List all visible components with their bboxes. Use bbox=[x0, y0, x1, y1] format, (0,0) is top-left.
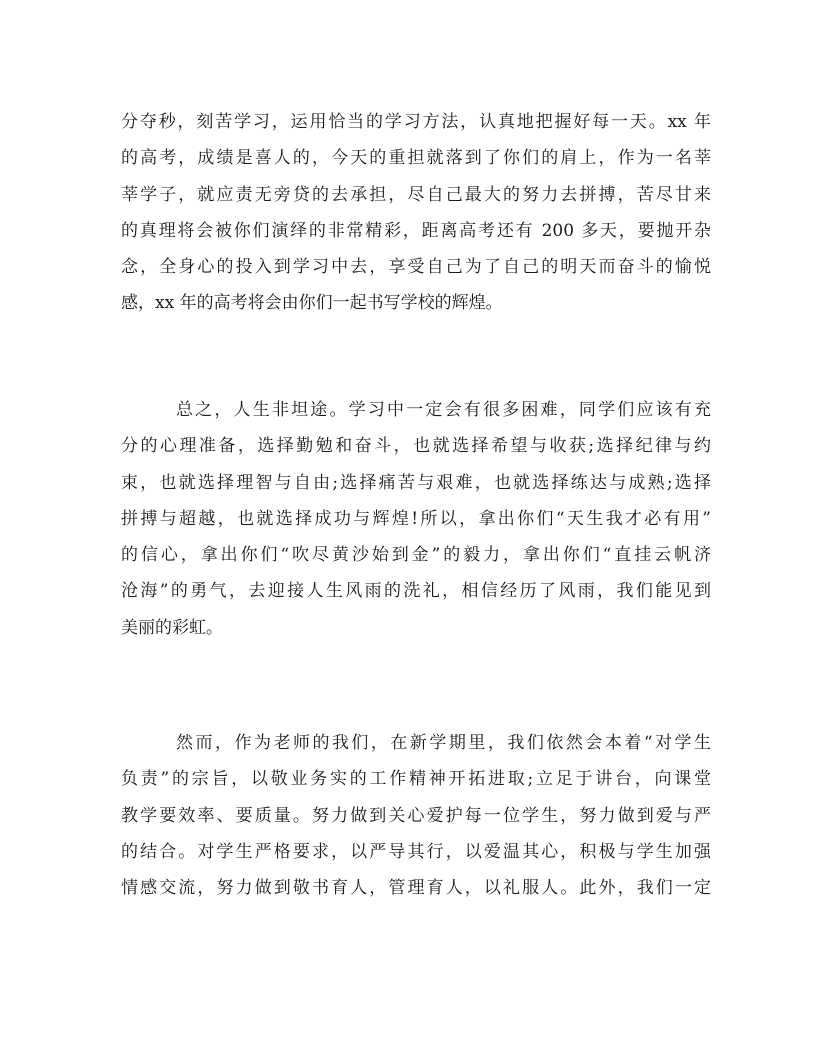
text-line: 沧海”的勇气，去迎接人生风雨的洗礼，相信经历了风雨，我们能见到 bbox=[121, 581, 711, 602]
text-line: 美丽的彩虹。 bbox=[121, 617, 223, 638]
text-line: 念，全身心的投入到学习中去，享受自己为了自己的明天而奋斗的愉悦 bbox=[121, 257, 711, 278]
text-line: 教学要效率、要质量。努力做到关心爱护每一位学生，努力做到爱与严 bbox=[121, 805, 711, 826]
text-line: 莘学子，就应责无旁贷的去承担，尽自己最大的努力去拼搏，苦尽甘来 bbox=[121, 184, 711, 205]
text-line: 分夺秒，刻苦学习，运用恰当的学习方法，认真地把握好每一天。xx 年 bbox=[121, 112, 711, 132]
text-line: 束，也就选择理智与自由;选择痛苦与艰难，也就选择练达与成熟;选择 bbox=[121, 472, 711, 493]
paragraph-3 bbox=[121, 725, 711, 906]
text-line: 分的心理准备，选择勤勉和奋斗，也就选择希望与收获;选择纪律与约 bbox=[121, 436, 711, 457]
text-line: 的信心，拿出你们“吹尽黄沙始到金”的毅力，拿出你们“直挂云帆济 bbox=[121, 545, 711, 566]
text-line: 然而，作为老师的我们，在新学期里，我们依然会本着“对学生 bbox=[176, 733, 711, 753]
text-line: 感，xx 年的高考将会由你们一起书写学校的辉煌。 bbox=[121, 293, 503, 314]
text-line: 的真理将会被你们演绎的非常精彩，距离高考还有 200 多天，要抛开杂 bbox=[121, 220, 711, 241]
text-line: 的结合。对学生严格要求，以严导其行，以爱温其心，积极与学生加强 bbox=[121, 841, 711, 862]
text-line: 拼搏与超越，也就选择成功与辉煌!所以，拿出你们“天生我才必有用” bbox=[121, 508, 711, 529]
text-line: 总之，人生非坦途。学习中一定会有很多困难，同学们应该有充 bbox=[176, 400, 711, 420]
paragraph-1 bbox=[121, 104, 711, 322]
text-line: 情感交流，努力做到敬书育人，管理育人，以礼服人。此外，我们一定 bbox=[121, 878, 711, 899]
text-line: 的高考，成绩是喜人的，今天的重担就落到了你们的肩上，作为一名莘 bbox=[121, 148, 711, 169]
text-line: 负责”的宗旨，以敬业务实的工作精神开拓进取;立足于讲台，向课堂 bbox=[121, 769, 711, 790]
paragraph-2 bbox=[121, 392, 711, 646]
